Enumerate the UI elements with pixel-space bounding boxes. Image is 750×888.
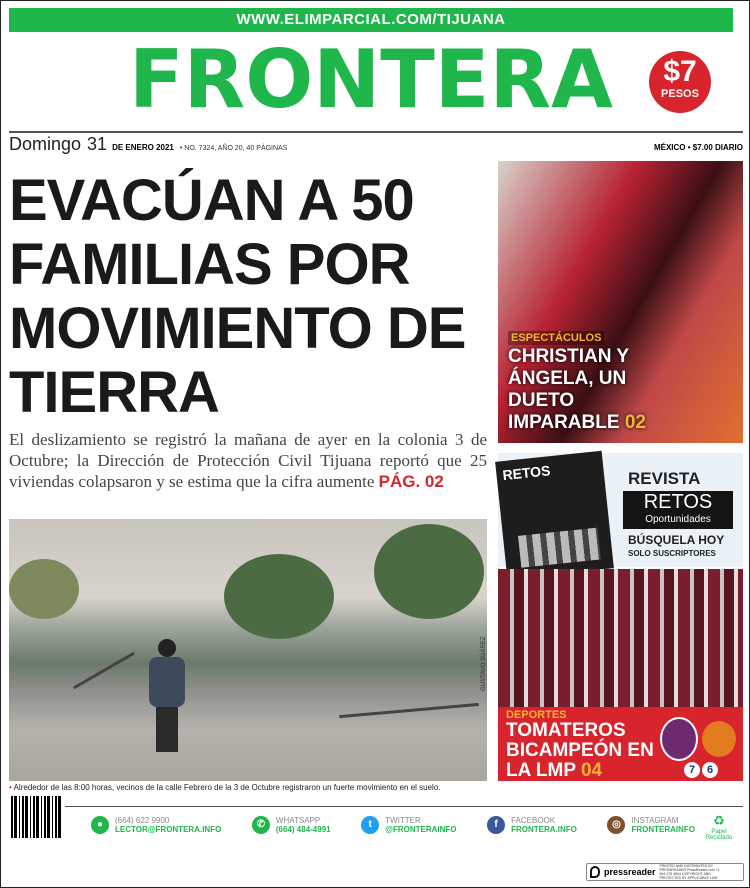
deportes-teaser[interactable]	[498, 707, 743, 781]
edition-info: • NO. 7324, AÑO 20, 40 PÁGINAS	[179, 145, 288, 152]
recycle-label: Papel Reciclado	[705, 829, 733, 841]
recycle-icon: ♻	[713, 813, 725, 828]
lead-headline[interactable]: EVACÚAN A 50 FAMILIAS POR MOVIMIENTO DE TIERRA	[9, 168, 466, 425]
website-url-banner: WWW.ELIMPARCIAL.COM/TIJUANA	[9, 8, 733, 32]
lead-page-ref[interactable]: PÁG. 02	[378, 472, 444, 491]
photo-caption: • Alrededor de las 8:00 horas, vecinos de la calle Febrero de la 3 de Octubre registraron un fuerte movimiento en el suelo.	[9, 783, 441, 792]
footer-divider	[65, 806, 743, 807]
recycled-paper-badge	[699, 813, 739, 841]
twitter-label: TWITTER	[385, 816, 421, 825]
contact-twitter[interactable]	[361, 816, 456, 834]
tree-shape	[224, 554, 334, 639]
pressreader-fineprint: PRINTED AND DISTRIBUTED BY PRESSREADER PressReader.com +1 604 278 4604 COPYRIGHT AND PROTECTED BY APPLICABLE LAW	[659, 864, 720, 880]
retos-logo	[623, 491, 733, 529]
retos-logo-bottom: Oportunidades	[645, 514, 711, 525]
revista-cta: BÚSQUELA HOY	[628, 533, 725, 547]
contact-instagram[interactable]	[607, 816, 695, 834]
twitter-icon: t	[361, 816, 379, 834]
chess-pieces-image	[518, 528, 601, 568]
magazine-cover-logo	[502, 457, 598, 483]
whatsapp-label: WHATSAPP	[275, 816, 321, 825]
deportes-title[interactable]	[506, 721, 658, 781]
espectaculos-teaser[interactable]	[498, 161, 743, 443]
facebook-icon: f	[487, 816, 505, 834]
instagram-label: INSTAGRAM	[631, 816, 679, 825]
deportes-section-label: DEPORTES	[506, 709, 567, 721]
espectaculos-page-ref: 02	[624, 412, 646, 433]
magazine-cover	[495, 451, 614, 580]
price-badge	[649, 51, 711, 113]
price-currency: PESOS	[661, 88, 699, 100]
deportes-page-ref: 04	[580, 760, 603, 781]
espectaculos-title-text: CHRISTIAN Y ÁNGELA, UN DUETO IMPARABLE	[508, 346, 629, 433]
lead-deck	[9, 429, 487, 492]
whatsapp-number[interactable]: (664) 484-4991	[275, 825, 331, 834]
facebook-handle[interactable]: FRONTERA.INFO	[511, 825, 577, 834]
contact-email[interactable]: LECTOR@FRONTERA.INFO	[115, 825, 222, 834]
facebook-label: FACEBOOK	[511, 816, 556, 825]
child-figure	[149, 639, 185, 754]
date-month-year: DE ENERO 2021	[112, 143, 174, 152]
naranjeros-logo	[702, 721, 736, 757]
revista-subscribers: SOLO SUSCRIPTORES	[628, 549, 716, 558]
date-number: 31	[87, 134, 108, 154]
user-icon: ●	[91, 816, 109, 834]
tomateros-logo	[660, 717, 698, 761]
contact-whatsapp[interactable]	[252, 816, 331, 834]
score-away: 6	[702, 762, 718, 778]
tree-shape	[9, 559, 79, 619]
deportes-title-text: TOMATEROS BICAMPEÓN EN LA LMP	[506, 720, 654, 781]
instagram-icon: ◎	[607, 816, 625, 834]
price-amount: $7	[663, 55, 697, 88]
contact-phone-number: (664) 622 9900	[115, 816, 170, 825]
pressreader-name: pressreader	[604, 867, 656, 877]
magazine-cover-logo-text: RETOS	[501, 462, 552, 484]
date-day: Domingo	[9, 134, 82, 154]
barcode	[11, 796, 63, 838]
tree-shape	[374, 524, 484, 619]
footer-contacts	[91, 816, 695, 834]
pressreader-badge[interactable]	[586, 863, 744, 881]
retos-logo-top: RETOS	[643, 491, 713, 513]
lead-photo[interactable]	[9, 519, 487, 781]
score-home: 7	[684, 762, 700, 778]
revista-promo[interactable]	[498, 453, 743, 567]
lead-deck-text: El deslizamiento se registró la mañana de ayer en la colonia 3 de Octubre; la Dirección de Protección Civil Tijuana reportó que 25 viviendas colapsaron y se estima que la cifra aumente	[9, 430, 487, 491]
edition-price: MÉXICO • $7.00 DIARIO	[653, 143, 743, 152]
sports-team-photo[interactable]	[498, 569, 743, 707]
espectaculos-title[interactable]	[508, 346, 678, 434]
contact-phone[interactable]	[91, 816, 221, 834]
caption-text: Alrededor de las 8:00 horas, vecinos de la calle Febrero de la 3 de Octubre registraron un fuerte movimiento en el suelo.	[13, 783, 441, 792]
espectaculos-section-label: ESPECTÁCULOS	[508, 331, 604, 345]
instagram-handle[interactable]: FRONTERAINFO	[631, 825, 695, 834]
dateline	[9, 131, 743, 153]
contact-facebook[interactable]	[487, 816, 577, 834]
twitter-handle[interactable]: @FRONTERAINFO	[385, 825, 457, 834]
revista-label: REVISTA	[628, 469, 701, 488]
pressreader-icon	[590, 866, 600, 878]
photo-credit: GUSTAVO SUÁREZ	[481, 636, 487, 691]
whatsapp-icon: ✆	[252, 816, 270, 834]
ground-crack	[339, 703, 479, 718]
ground-crack	[73, 652, 135, 690]
masthead-logo: FRONTERA	[129, 33, 613, 126]
